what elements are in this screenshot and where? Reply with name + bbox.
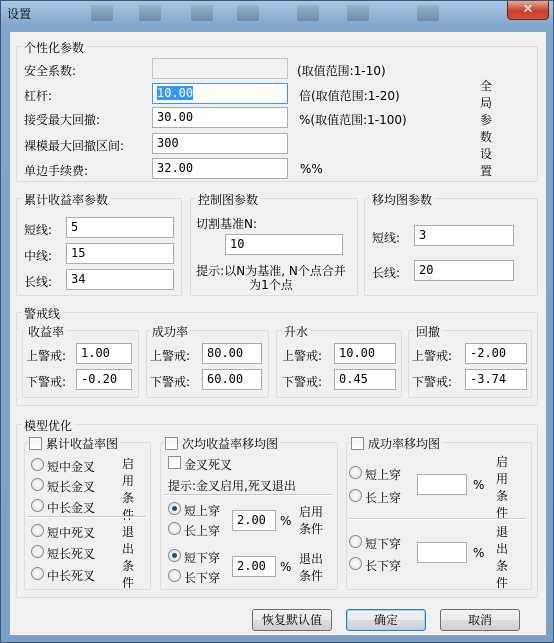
warning-lower-label: 下警戒: bbox=[282, 375, 323, 389]
cross-hint: 提示:金叉启用,死叉退出 bbox=[168, 479, 296, 493]
drawdown-lower-input[interactable]: -3.74 bbox=[465, 369, 527, 390]
background-thumbnail bbox=[91, 5, 113, 21]
secondary-label: 次均收益率移均图 bbox=[182, 437, 279, 451]
sec-down-long-radio[interactable] bbox=[168, 569, 181, 582]
sec-down-unit: % bbox=[280, 560, 292, 574]
cum-enable-radio-3[interactable] bbox=[31, 499, 44, 512]
divider bbox=[164, 494, 332, 496]
naked-drawdown-label: 裸模最大回撤区间: bbox=[24, 139, 125, 153]
ok-button[interactable]: 确定 bbox=[346, 609, 426, 631]
safety-factor-label: 安全系数: bbox=[24, 64, 77, 78]
success-lower-input[interactable]: 60.00 bbox=[202, 369, 262, 390]
suc-down-long-label: 长下穿 bbox=[365, 559, 402, 573]
background-thumbnail bbox=[297, 5, 319, 21]
suc-up-long-label: 长上穿 bbox=[365, 491, 402, 505]
cum-exit-option-2: 短长死叉 bbox=[47, 547, 96, 561]
warning-upper-label: 上警戒: bbox=[282, 349, 323, 363]
cum-short-label: 短线: bbox=[24, 223, 53, 237]
max-drawdown-label: 接受最大回撤: bbox=[24, 113, 101, 127]
cumchart-checkbox[interactable] bbox=[29, 437, 42, 450]
cum-mid-label: 中线: bbox=[24, 249, 53, 263]
warning-lower-label: 下警戒: bbox=[412, 375, 453, 389]
suc-down-unit: % bbox=[473, 546, 485, 560]
cumulative-params-label: 累计收益率参数 bbox=[24, 193, 109, 207]
naked-drawdown-input[interactable]: 300 bbox=[152, 133, 288, 154]
background-thumbnail bbox=[191, 5, 213, 21]
background-thumbnail bbox=[139, 5, 161, 21]
cum-short-input[interactable]: 5 bbox=[66, 217, 174, 238]
close-button[interactable] bbox=[507, 1, 549, 20]
warning-return-title: 收益率 bbox=[28, 325, 65, 339]
mov-short-label: 短线: bbox=[372, 231, 401, 245]
fee-input[interactable]: 32.00 bbox=[152, 158, 288, 179]
cumchart-label: 累计收益率图 bbox=[46, 437, 119, 451]
control-hint: 提示:以N为基准, N个点合并为1个点 bbox=[196, 264, 346, 292]
suc-up-unit: % bbox=[473, 478, 485, 492]
cum-mid-input[interactable]: 15 bbox=[66, 243, 174, 264]
divider bbox=[350, 518, 526, 520]
sec-up-unit: % bbox=[280, 514, 292, 528]
drawdown-upper-input[interactable]: -2.00 bbox=[465, 343, 527, 364]
background-thumbnail bbox=[417, 5, 439, 21]
leverage-label: 杠杆: bbox=[24, 89, 53, 103]
warning-lower-label: 下警戒: bbox=[150, 375, 191, 389]
sec-up-short-radio[interactable] bbox=[168, 502, 181, 515]
sec-up-short-label: 短上穿 bbox=[184, 504, 221, 518]
cum-exit-radio-2[interactable] bbox=[31, 545, 44, 558]
suc-up-short-radio[interactable] bbox=[349, 466, 362, 479]
suc-enable-condition-label: 启用条件 bbox=[495, 455, 508, 520]
sec-exit-condition-label: 退出条件 bbox=[298, 552, 323, 583]
suc-exit-condition-label: 退出条件 bbox=[495, 525, 508, 590]
mov-short-input[interactable]: 3 bbox=[414, 225, 514, 246]
max-drawdown-hint: %(取值范围:1-100) bbox=[299, 113, 407, 127]
safety-factor-hint: (取值范围:1-10) bbox=[297, 64, 386, 78]
warning-drawdown-title: 回撤 bbox=[416, 325, 441, 339]
warning-premium-title: 升水 bbox=[284, 325, 309, 339]
cum-enable-radio-1[interactable] bbox=[31, 458, 44, 471]
sec-down-short-radio[interactable] bbox=[168, 549, 181, 562]
cum-exit-radio-1[interactable] bbox=[31, 524, 44, 537]
warning-success-title: 成功率 bbox=[152, 325, 189, 339]
success-upper-input[interactable]: 80.00 bbox=[202, 343, 262, 364]
cum-enable-option-2: 短长金叉 bbox=[47, 480, 96, 494]
cum-enable-condition-label: 启用条件 bbox=[121, 457, 134, 522]
secondary-checkbox[interactable] bbox=[165, 437, 178, 450]
cum-enable-radio-2[interactable] bbox=[31, 478, 44, 491]
cut-base-input[interactable]: 10 bbox=[225, 234, 343, 255]
cum-long-label: 长线: bbox=[24, 275, 53, 289]
sec-up-long-radio[interactable] bbox=[168, 522, 181, 535]
success-label: 成功率移均图 bbox=[368, 437, 441, 451]
max-drawdown-input[interactable]: 30.00 bbox=[152, 107, 288, 128]
leverage-hint: 倍(取值范围:1-20) bbox=[299, 89, 400, 103]
suc-up-short-label: 短上穿 bbox=[365, 468, 402, 482]
cum-exit-condition-label: 退出条件 bbox=[121, 525, 134, 590]
cum-exit-option-1: 短中死叉 bbox=[47, 526, 96, 540]
cross-label: 金叉死叉 bbox=[184, 458, 233, 472]
cut-base-label: 切割基准N: bbox=[196, 217, 258, 231]
cum-exit-option-3: 中长死叉 bbox=[47, 569, 96, 583]
premium-upper-input[interactable]: 10.00 bbox=[334, 343, 396, 364]
personal-params-label: 个性化参数 bbox=[24, 41, 85, 55]
warning-lower-label: 下警戒: bbox=[26, 375, 67, 389]
sec-up-long-label: 长上穿 bbox=[184, 524, 221, 538]
warning-upper-label: 上警戒: bbox=[26, 349, 67, 363]
restore-defaults-button[interactable]: 恢复默认值 bbox=[252, 609, 332, 631]
return-lower-input[interactable]: -0.20 bbox=[76, 369, 132, 390]
mov-long-label: 长线: bbox=[372, 266, 401, 280]
optimize-label: 模型优化 bbox=[24, 419, 73, 433]
global-settings-label: 全局参数设置 bbox=[479, 79, 492, 178]
cum-exit-radio-3[interactable] bbox=[31, 567, 44, 580]
moving-params-label: 移均图参数 bbox=[372, 193, 433, 207]
suc-up-input[interactable] bbox=[417, 474, 467, 495]
warning-upper-label: 上警戒: bbox=[412, 349, 453, 363]
title-bar[interactable] bbox=[1, 1, 553, 25]
window-title: 设置 bbox=[7, 7, 32, 21]
suc-down-short-label: 短下穿 bbox=[365, 537, 402, 551]
background-thumbnail bbox=[347, 5, 369, 21]
moving-params-group bbox=[364, 198, 538, 296]
fee-label: 单边手续费: bbox=[24, 164, 89, 178]
fee-unit: %% bbox=[300, 162, 323, 176]
sec-down-long-label: 长下穿 bbox=[184, 571, 221, 585]
suc-down-short-radio[interactable] bbox=[349, 535, 362, 548]
suc-up-long-radio[interactable] bbox=[349, 489, 362, 502]
cum-enable-option-3: 中长金叉 bbox=[47, 501, 96, 515]
leverage-input[interactable] bbox=[152, 83, 288, 104]
sec-enable-condition-label: 启用条件 bbox=[298, 505, 323, 536]
safety-factor-input[interactable] bbox=[152, 58, 288, 79]
sec-down-short-label: 短下穿 bbox=[184, 551, 221, 565]
sec-down-input[interactable]: 2.00 bbox=[232, 556, 276, 577]
close-icon: ✕ bbox=[522, 2, 534, 17]
leverage-value: 10.00 bbox=[157, 86, 194, 100]
premium-lower-input[interactable]: 0.45 bbox=[334, 369, 396, 390]
dialog-client-area bbox=[9, 31, 547, 636]
cum-long-input[interactable]: 34 bbox=[66, 269, 174, 290]
sec-up-input[interactable]: 2.00 bbox=[232, 510, 276, 531]
warning-label: 警戒线 bbox=[24, 307, 61, 321]
mov-long-input[interactable]: 20 bbox=[414, 260, 514, 281]
suc-down-input[interactable] bbox=[417, 542, 467, 563]
divider bbox=[28, 516, 146, 518]
background-thumbnail bbox=[237, 5, 259, 21]
warning-upper-label: 上警戒: bbox=[150, 349, 191, 363]
suc-down-long-radio[interactable] bbox=[349, 557, 362, 570]
cross-checkbox[interactable] bbox=[168, 456, 181, 469]
success-checkbox[interactable] bbox=[351, 437, 364, 450]
cum-enable-option-1: 短中金叉 bbox=[47, 460, 96, 474]
control-params-label: 控制图参数 bbox=[198, 193, 259, 207]
return-upper-input[interactable]: 1.00 bbox=[76, 343, 132, 364]
cancel-button[interactable]: 取消 bbox=[440, 609, 520, 631]
